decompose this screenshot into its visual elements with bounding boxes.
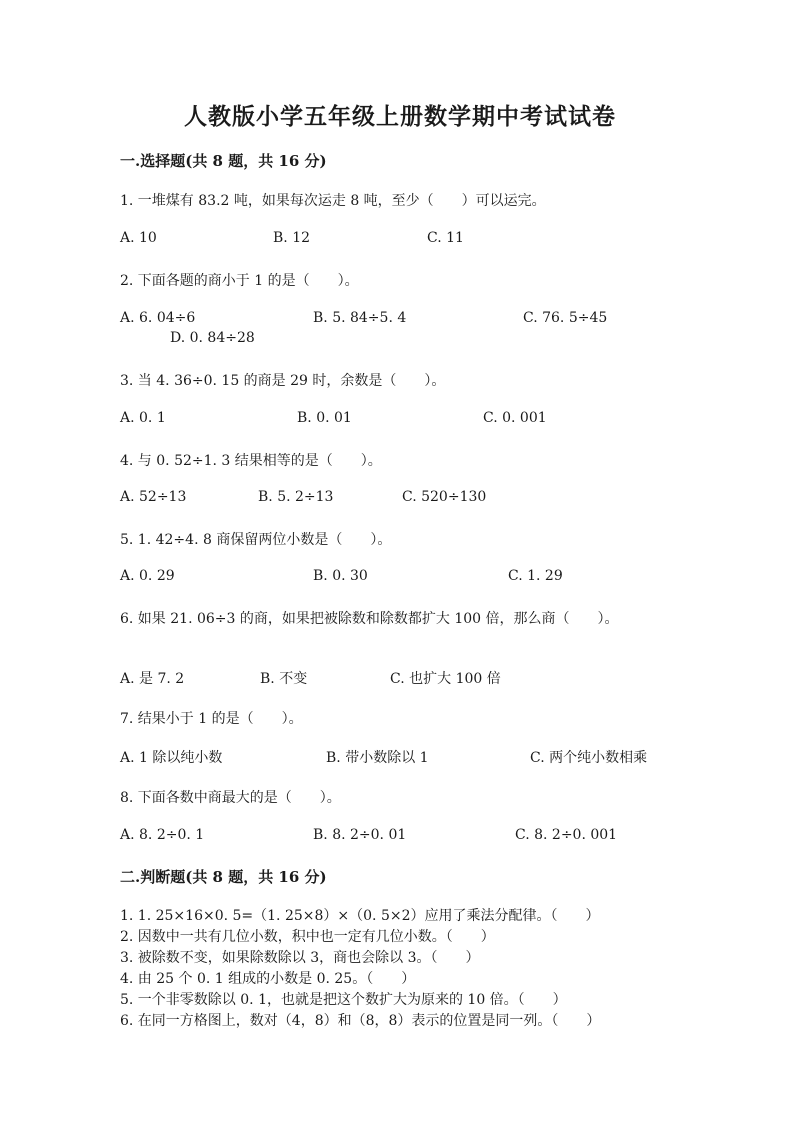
question-4-option-a: A. 52÷13 [120, 489, 187, 505]
question-6-option-c: C. 也扩大 100 倍 [390, 671, 501, 687]
judgement-item-2: 2. 因数中一共有几位小数，积中也一定有几位小数。（ ） [120, 929, 495, 945]
question-2-option-b: B. 5. 84÷5. 4 [313, 310, 407, 326]
judgement-item-3: 3. 被除数不变，如果除数除以 3，商也会除以 3。（ ） [120, 950, 480, 966]
question-8: 8. 下面各数中商最大的是（ ）。 [120, 790, 341, 806]
question-5-option-a: A. 0. 29 [120, 568, 175, 584]
section-heading-judgement: 二.判断题(共 8 题，共 16 分) [120, 868, 327, 886]
question-4-option-c: C. 520÷130 [402, 489, 487, 505]
question-1-option-c: C. 11 [427, 230, 464, 246]
question-6-option-a: A. 是 7. 2 [120, 671, 185, 687]
question-7-option-c: C. 两个纯小数相乘 [530, 750, 648, 766]
question-3-option-c: C. 0. 001 [483, 410, 547, 426]
judgement-item-6: 6. 在同一方格图上，数对（4，8）和（8，8）表示的位置是同一列。（ ） [120, 1013, 601, 1029]
page-title: 人教版小学五年级上册数学期中考试试卷 [184, 103, 616, 130]
question-1: 1. 一堆煤有 83.2 吨，如果每次运走 8 吨，至少（ ）可以运完。 [120, 193, 546, 209]
question-2-option-d: D. 0. 84÷28 [170, 330, 255, 346]
question-1-option-a: A. 10 [120, 230, 157, 246]
question-1-option-b: B. 12 [273, 230, 311, 246]
judgement-item-4: 4. 由 25 个 0. 1 组成的小数是 0. 25。（ ） [120, 971, 416, 987]
question-2: 2. 下面各题的商小于 1 的是（ ）。 [120, 273, 359, 289]
judgement-item-1: 1. 1. 25×16×0. 5=（1. 25×8）×（0. 5×2）应用了乘法分配律。（ ） [120, 908, 600, 924]
question-3-option-b: B. 0. 01 [297, 410, 352, 426]
question-6: 6. 如果 21. 06÷3 的商，如果把被除数和除数都扩大 100 倍，那么商（ ）。 [120, 611, 619, 627]
question-5-option-b: B. 0. 30 [313, 568, 368, 584]
question-3-option-a: A. 0. 1 [120, 410, 166, 426]
question-7: 7. 结果小于 1 的是（ ）。 [120, 711, 303, 727]
question-2-option-c: C. 76. 5÷45 [523, 310, 608, 326]
question-2-option-a: A. 6. 04÷6 [120, 310, 196, 326]
question-8-option-c: C. 8. 2÷0. 001 [515, 827, 618, 843]
question-3: 3. 当 4. 36÷0. 15 的商是 29 时，余数是（ ）。 [120, 373, 446, 389]
question-7-option-a: A. 1 除以纯小数 [120, 750, 223, 766]
section-heading-choice: 一.选择题(共 8 题，共 16 分) [120, 152, 327, 170]
judgement-item-5: 5. 一个非零数除以 0. 1，也就是把这个数扩大为原来的 10 倍。（ ） [120, 992, 567, 1008]
question-4-option-b: B. 5. 2÷13 [258, 489, 334, 505]
question-5-option-c: C. 1. 29 [508, 568, 563, 584]
question-5: 5. 1. 42÷4. 8 商保留两位小数是（ ）。 [120, 532, 392, 548]
question-6-option-b: B. 不变 [260, 671, 308, 687]
question-7-option-b: B. 带小数除以 1 [326, 750, 429, 766]
question-8-option-a: A. 8. 2÷0. 1 [120, 827, 205, 843]
question-4: 4. 与 0. 52÷1. 3 结果相等的是（ ）。 [120, 453, 382, 469]
question-8-option-b: B. 8. 2÷0. 01 [313, 827, 407, 843]
